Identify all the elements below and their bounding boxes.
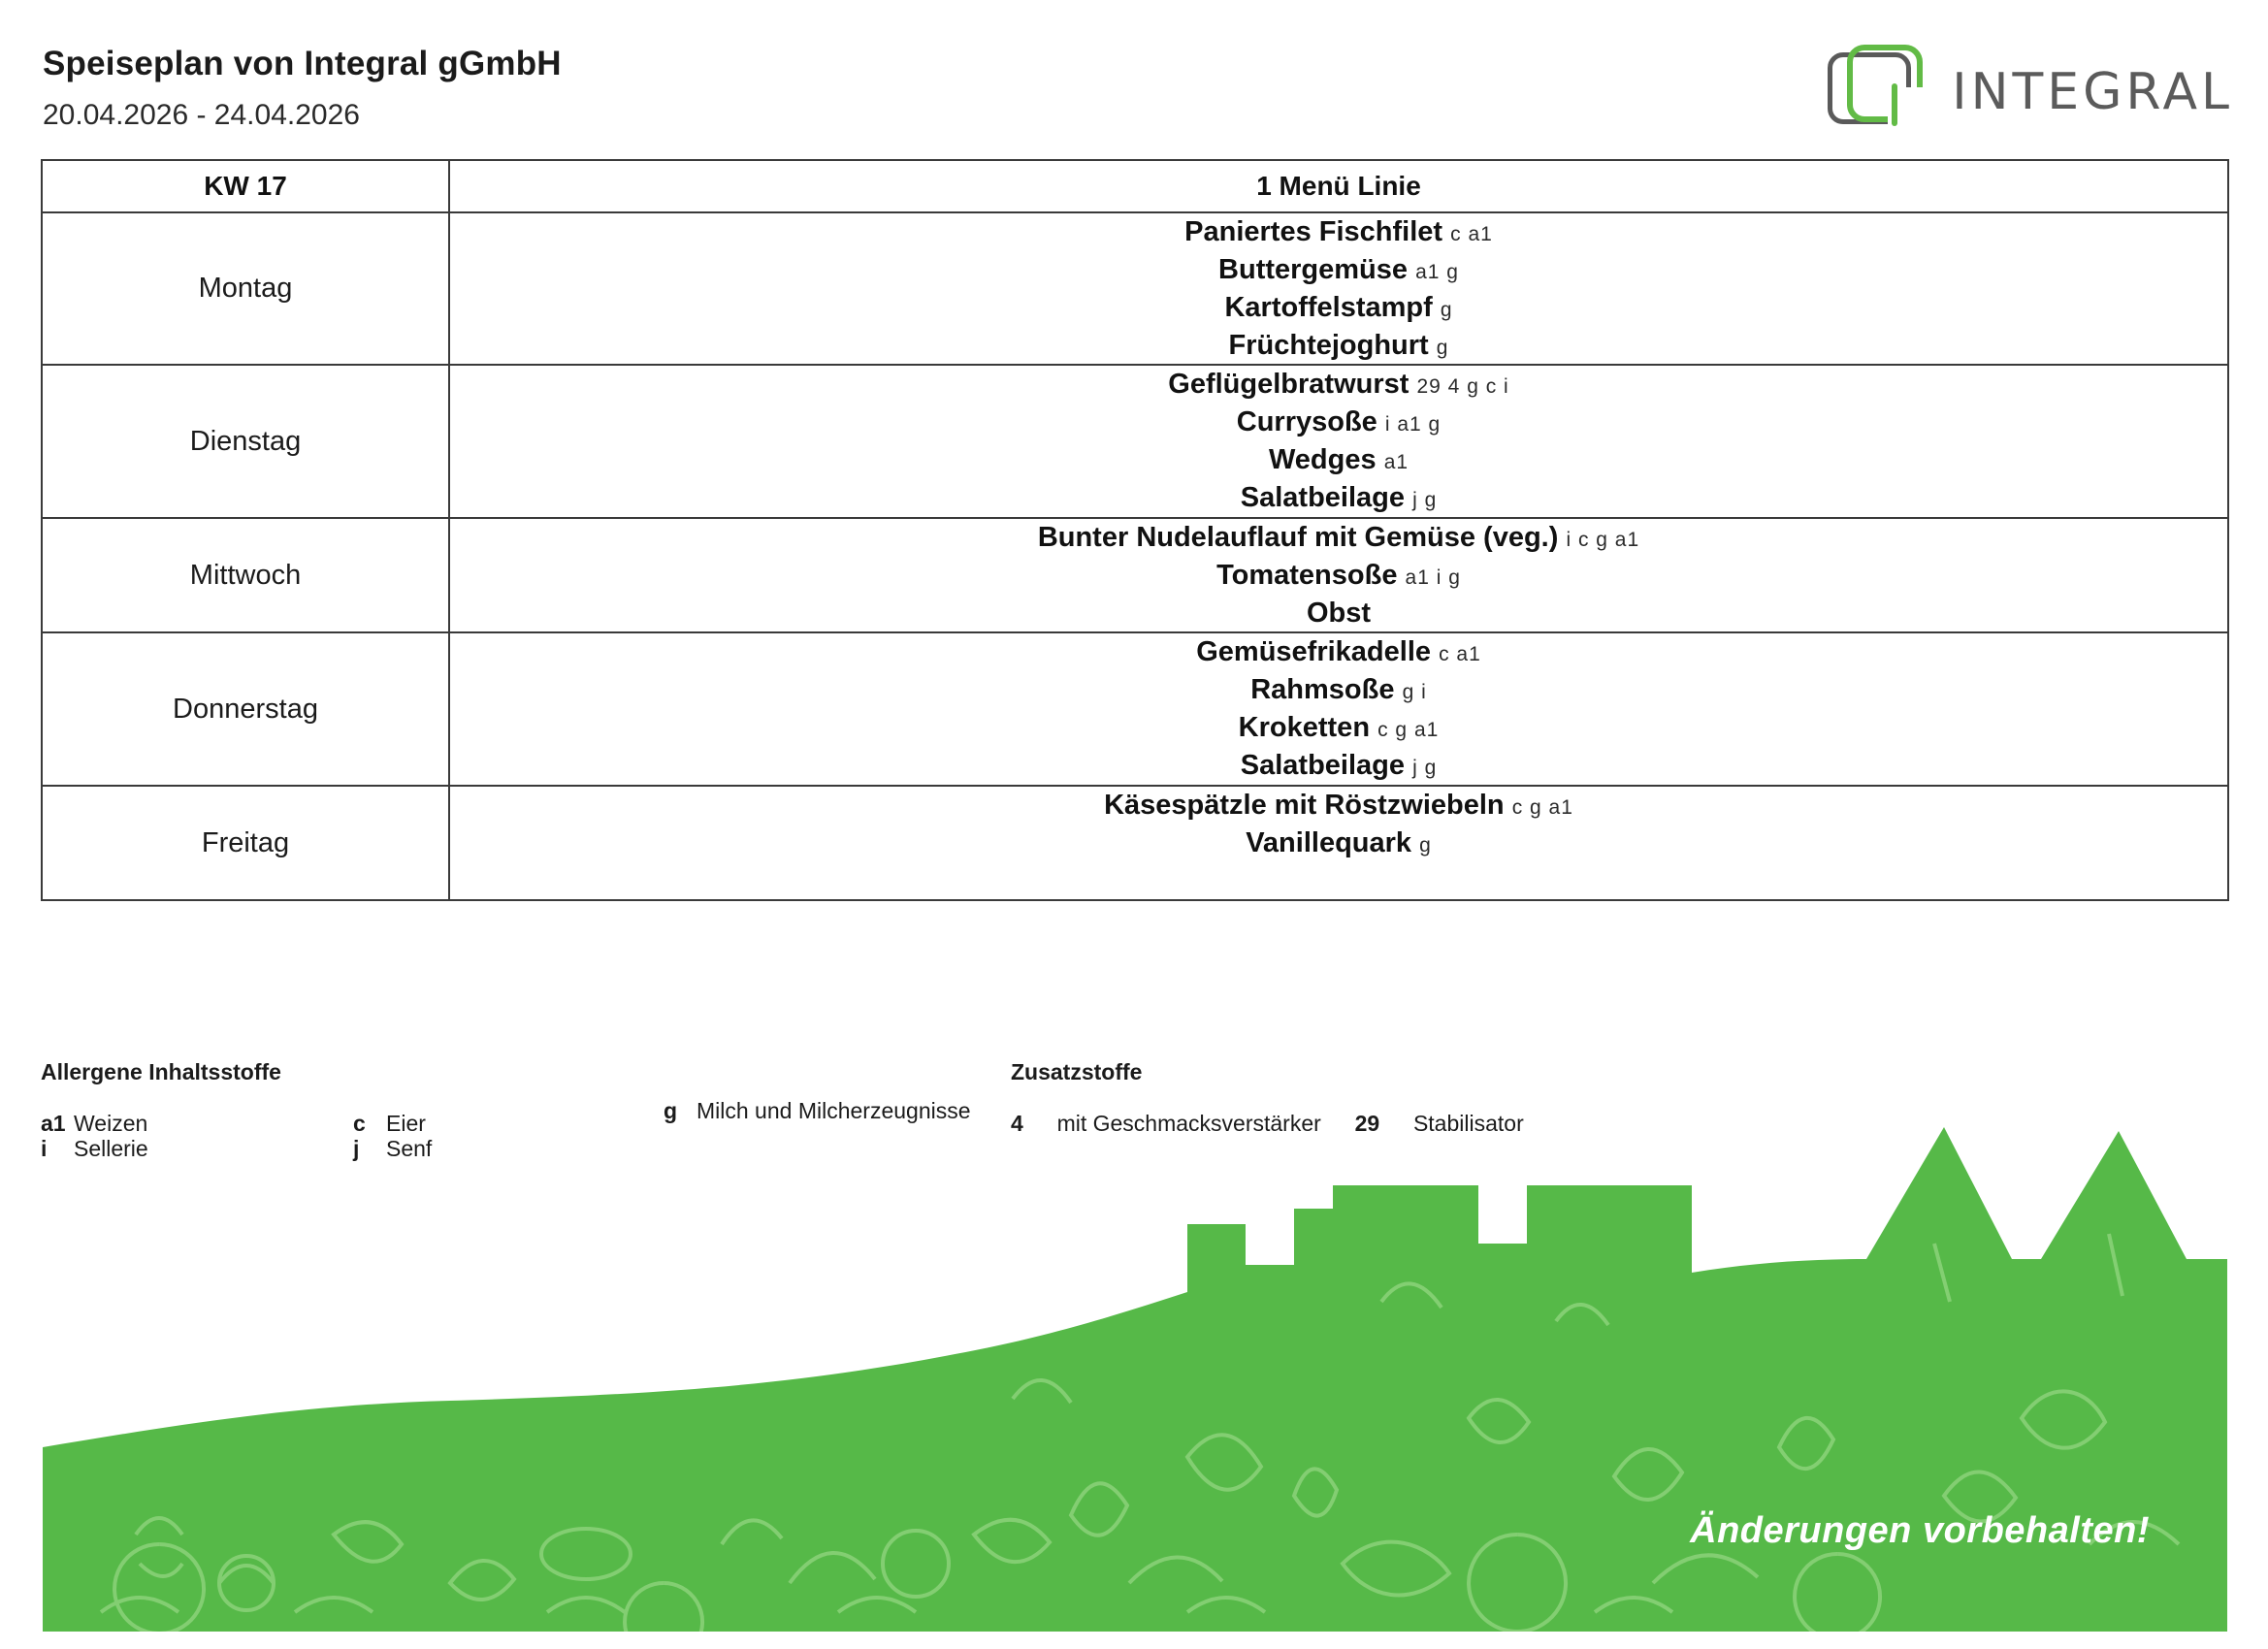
dish-item: Vanillequark g — [1246, 826, 1432, 858]
day-label-freitag: Freitag — [42, 786, 449, 901]
brand-name: INTEGRAL — [1952, 63, 2233, 121]
dish-item: Früchtejoghurt g — [1228, 329, 1449, 361]
dish-item: Wedges a1 — [1268, 444, 1409, 476]
dish-item — [450, 862, 2227, 900]
allergen-codes: a1 i g — [1405, 566, 1461, 589]
legend-item: i Sellerie — [41, 1136, 148, 1161]
additives-legend — [1011, 1059, 2078, 1137]
integral-squares-logo-icon — [1828, 45, 1936, 140]
day-label-donnerstag: Donnerstag — [42, 632, 449, 785]
footer-note: Änderungen vorbehalten! — [1690, 1510, 2150, 1551]
day-label-mittwoch: Mittwoch — [42, 518, 449, 633]
allergen-codes: g — [1419, 833, 1432, 857]
additives-title: Zusatzstoffe — [1011, 1059, 1143, 1084]
allergen-codes: g — [1436, 336, 1449, 359]
table-row — [42, 786, 2228, 901]
allergen-codes: i c g a1 — [1566, 528, 1640, 551]
dish-item: Käsespätzle mit Röstzwiebeln c g a1 — [1104, 789, 1573, 821]
table-header-row — [42, 160, 2228, 212]
brand-logo — [1828, 45, 2233, 140]
green-landscape-graphic — [43, 1127, 2227, 1632]
dishes-dienstag — [449, 365, 2228, 517]
additive-code: 4 — [1011, 1111, 1023, 1136]
dish-item: Obst — [1306, 597, 1372, 629]
table-row — [42, 365, 2228, 517]
day-label-montag: Montag — [42, 212, 449, 365]
week-number-header: KW 17 — [42, 160, 449, 212]
menu-line-header: 1 Menü Linie — [449, 160, 2228, 212]
dish-item: Kartoffelstampf g — [1224, 291, 1453, 323]
dish-item: Buttergemüse a1 g — [1218, 253, 1459, 285]
allergen-codes: g i — [1402, 681, 1427, 704]
legend-item: a1 Weizen — [41, 1111, 148, 1136]
allergen-codes: c a1 — [1439, 643, 1481, 666]
table-row — [42, 632, 2228, 785]
legend-item: c Eier — [353, 1111, 426, 1136]
allergen-codes: c g a1 — [1511, 795, 1573, 819]
dish-item: Tomatensoße a1 i g — [1216, 559, 1461, 591]
dish-item: Salatbeilage j g — [1240, 750, 1438, 782]
allergen-codes: c a1 — [1450, 223, 1493, 245]
dish-item: Salatbeilage j g — [1240, 482, 1438, 514]
allergen-codes: c g a1 — [1377, 719, 1440, 742]
page-title: Speiseplan von Integral gGmbH — [43, 45, 562, 82]
dishes-freitag — [449, 786, 2228, 901]
dishes-montag — [449, 212, 2228, 365]
dish-item: Bunter Nudelauflauf mit Gemüse (veg.) i c g a1 — [1037, 521, 1640, 553]
dish-item: Geflügelbratwurst 29 4 g c i — [1168, 369, 1509, 401]
dishes-donnerstag — [449, 632, 2228, 785]
footer-illustration — [43, 1127, 2227, 1632]
additive-label: mit Geschmacksverstärker — [1056, 1111, 1321, 1136]
allergen-codes: 29 4 g c i — [1416, 375, 1509, 399]
dish-item: Gemüsefrikadelle c a1 — [1196, 636, 1481, 668]
allergen-codes: j g — [1412, 489, 1438, 512]
table-row — [42, 518, 2228, 633]
allergen-codes: i a1 g — [1384, 413, 1442, 436]
legend-item: g Milch und Milcherzeugnisse — [664, 1098, 971, 1123]
allergens-title: Allergene Inhaltsstoffe — [41, 1059, 281, 1084]
menu-table — [41, 159, 2229, 901]
additive-label: Stabilisator — [1412, 1111, 1524, 1136]
dish-item: Paniertes Fischfilet c a1 — [1184, 216, 1493, 247]
date-range: 20.04.2026 - 24.04.2026 — [43, 99, 360, 131]
table-row — [42, 212, 2228, 365]
allergen-codes: g — [1440, 298, 1453, 321]
dish-item: Currysoße i a1 g — [1236, 406, 1442, 438]
additive-code: 29 — [1354, 1111, 1380, 1136]
allergen-codes: a1 — [1383, 451, 1409, 474]
legend-item: j Senf — [353, 1136, 433, 1161]
dish-item: Rahmsoße g i — [1250, 674, 1427, 706]
dishes-mittwoch — [449, 518, 2228, 633]
day-label-dienstag: Dienstag — [42, 365, 449, 517]
dish-item: Kroketten c g a1 — [1238, 712, 1440, 744]
allergen-codes: a1 g — [1415, 260, 1459, 283]
allergen-codes: j g — [1412, 757, 1438, 780]
